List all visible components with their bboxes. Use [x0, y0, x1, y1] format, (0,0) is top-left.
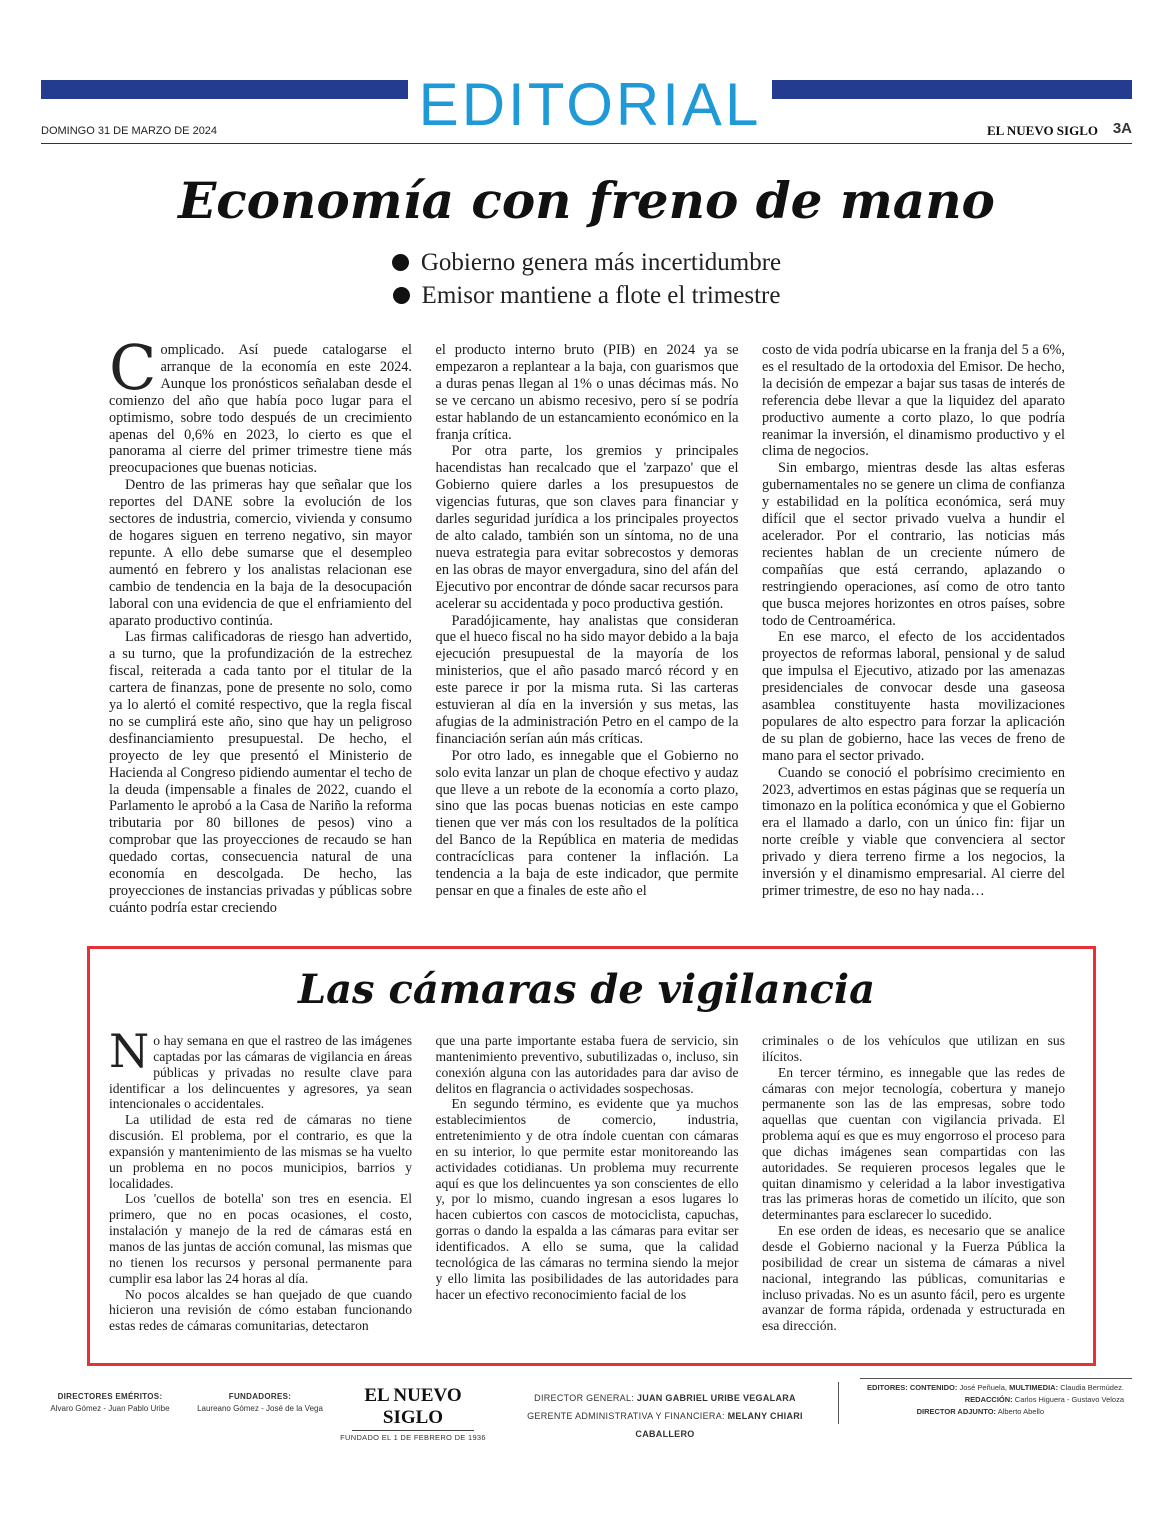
header-bar-right: [772, 80, 1132, 99]
director-label: DIRECTOR GENERAL:: [534, 1393, 635, 1403]
paragraph: No pocos alcaldes se han quejado de que cuando hicieron una revisión de cómo estaban funcionando estas redes de cámaras comunitarias, detectaron: [109, 1286, 412, 1334]
paragraph-text: o hay semana en que el rastreo de las imágenes captadas por las cámaras de vigilancia en áreas públicas y privadas no resulte clave para identificar a los delincuentes y agresores, ya sean intencionales o accidentales.: [109, 1033, 412, 1112]
paragraph: En tercer término, es innegable que las redes de cámaras con mejor tecnología, cobertura y manejo permanente son las de las empresas, sobre todo aquellas que cuentan con vigilancia privada. El problema aquí es que es muy engorroso el proceso para que dichas imágenes sean compartidas con las autoridades. Se requieren procesos legales que le quitan dinamismo y celeridad a la labor investigativa tras las primeras horas de cometido un ilícito, que son determinantes para esclarecer lo sucedido.: [762, 1064, 1065, 1223]
gerente-label: GERENTE ADMINISTRATIVA Y FINANCIERA:: [527, 1411, 725, 1421]
founded-date: FUNDADO EL 1 DE FEBRERO DE 1936: [340, 1433, 486, 1442]
multimedia-label: MULTIMEDIA:: [1009, 1383, 1059, 1392]
director-general: [500, 1389, 830, 1407]
gerente-name: MELANY CHIARI CABALLERO: [635, 1411, 803, 1439]
paragraph: Sin embargo, mientras desde las altas esferas gubernamentales no se genere un clima de confianza y estabilidad en la política económica, será muy difícil que el sector privado vuelva a hundir el acelerador. Por el contrario, las noticias más recientes hablan de un creciente número de compañías que está cerrando, aplazando o restringiendo operaciones, así como de otro tanto que busca mejores horizontes en otros países, sobre todo de Centroamérica.: [762, 460, 1065, 629]
editorial-2-column-1: [109, 1033, 412, 1351]
editorial-1-column-2: [436, 342, 739, 927]
subhead-2: [0, 279, 1173, 312]
editorial-2-column-2: [436, 1033, 739, 1351]
paragraph: Dentro de las primeras hay que señalar que los reportes del DANE sobre la evolución de los sectores de industria, comercio, vivienda y consumo de hogares siguen en terreno negativo, sin mayor repunte. A ello debe sumarse que el desempleo aumentó en febrero y los analistas relacionan ese cambio de tendencia en la baja de la desocupación laboral con una evidencia de que el enfriamiento del aparato productivo continúa.: [109, 477, 412, 629]
header-rule: [41, 143, 1132, 144]
adjunto-label: DIRECTOR ADJUNTO:: [916, 1407, 997, 1416]
footer-emeritos-names: Alvaro Gómez - Juan Pablo Uribe: [50, 1404, 170, 1413]
paragraph: Los 'cuellos de botella' son tres en esencia. El primero, que no en pocas ocasiones, el costo, instalación y manejo de la red de cámaras está en manos de las juntas de acción comunal, las mismas que no tienen los recursos y personal permanente para cumplir esa labor las 24 horas al día.: [109, 1191, 412, 1286]
adjunto-name: Alberto Abello: [997, 1407, 1044, 1416]
issue-date: DOMINGO 31 DE MARZO DE 2024: [41, 125, 218, 137]
editorial-1-body: [109, 342, 1065, 927]
footer-emeritos: [40, 1392, 180, 1413]
header-bar-left: [41, 80, 408, 99]
footer-logo: [340, 1385, 486, 1442]
paragraph: criminales o de los vehículos que utilizan en sus ilícitos.: [762, 1033, 1065, 1064]
paragraph: La utilidad de esta red de cámaras no tiene discusión. El problema, por el contrario, es que la expansión y mantenimiento de las mismas se ha vuelto un problema en no pocos municipios, barrios y localidades.: [109, 1112, 412, 1191]
redaccion-names: Carlos Higuera - Gustavo Veloza: [1014, 1395, 1124, 1404]
drop-cap: C: [109, 342, 157, 404]
editorial-1-subheads: [0, 246, 1173, 312]
subhead-1-text: Gobierno genera más incertidumbre: [420, 249, 782, 276]
page-number: 3A: [1112, 120, 1132, 137]
paragraph: Cuando se conoció el pobrísimo crecimiento en 2023, advertimos en estas páginas que se requería un timonazo en la política económica y que el Gobierno era el llamado a darlo, con un único fin: fijar un norte creíble y viable que convenciera al sector privado y diera terreno firme a los negocios, la inversión y el dinamismo empresarial. Al cierre del primer trimestre, de eso no hay nada…: [762, 764, 1065, 899]
redaccion-label: REDACCIÓN:: [964, 1395, 1013, 1404]
paragraph: costo de vida podría ubicarse en la franja del 5 a 6%, es el resultado de la ortodoxia del Emisor. De hecho, la decisión de empezar a bajar sus tasas de interés de referencia debe llevar a que la liquidez del aparato productivo aumente a corto plazo, lo que podría reanimar la inversión, el dinamismo productivo y el clima de negocios.: [762, 342, 1065, 460]
footer-divider: [838, 1382, 839, 1424]
gerente: [500, 1407, 830, 1443]
footer-fundadores-names: Laureano Gómez - José de la Vega: [197, 1404, 323, 1413]
paragraph-text: omplicado. Así puede catalogarse el arranque de la economía en este 2024. Aunque los pronósticos señalaban desde el comienzo del año que había poco lugar para el optimismo, sobre todo después de un crecimiento apenas del 0,6% en 2023, lo cierto es que el panorama al cierre del primer trimestre tiene más preocupaciones que buenas noticias.: [109, 342, 412, 477]
footer-directors: [500, 1389, 830, 1443]
editorial-2-body: [109, 1033, 1065, 1351]
paragraph: Paradójicamente, hay analistas que consideran que el hueco fiscal no ha sido mayor debido a la baja ejecución presupuestal de la mayoría de los ministerios, que el año pasado marcó récord y en este parece ir por la misma ruta. Si las carteras estuvieran al día en la inversión y sus metas, las afugias de la administración Petro en el campo de la financiación serían aún más críticas.: [435, 612, 739, 747]
bullet-icon: [393, 287, 410, 304]
editorial-1-column-1: [109, 342, 412, 927]
footer-emeritos-label: DIRECTORES EMÉRITOS:: [57, 1392, 163, 1401]
director-name: JUAN GABRIEL URIBE VEGALARA: [636, 1393, 796, 1403]
footer-fundadores-label: FUNDADORES:: [228, 1392, 292, 1401]
paragraph: Por otro lado, es innegable que el Gobierno no solo evita lanzar un plan de choque efectivo y audaz que lleve a un rebote de la economía a corto plazo, sino que las pocas buenas noticias en este campo tienen que ver más con los resultados de la política del Banco de la República en materia de medidas contracíclicas para contener la inflación. La tendencia a la baja de este indicador, que permite pensar en que a finales de este año el: [435, 747, 739, 899]
multimedia-name: Claudia Bermúdez.: [1060, 1383, 1124, 1392]
subhead-1: [0, 246, 1173, 279]
paragraph: Las firmas calificadoras de riesgo han advertido, a su turno, que la profundización de la estrechez fiscal, reiterada a cada tanto por el titular de la cartera de finanzas, pone de presente no solo, como ya lo alertó el comité respectivo, que la regla fiscal no se cumplirá este año, sino que hay un peligroso desfinanciamiento presupuestal. De hecho, el proyecto de ley que presentó el Ministerio de Hacienda al Congreso pidiendo aumentar el techo de la deuda (impensable a finales de 2022, cuando el Parlamento le aprobó a la Casa de Nariño la reforma tributaria por 80 billones de pesos) vino a comprobar que las proyecciones de recaudo se han quedado cortas, consecuencia natural de una economía en descolgada. De hecho, las proyecciones de instancias privadas y públicas sobre cuánto podría estar creciendo: [109, 629, 412, 916]
paragraph: [109, 342, 412, 477]
paragraph: En segundo término, es evidente que ya muchos establecimientos de comercio, industria, entretenimiento y de otra índole cuentan con cámaras en su interior, lo que permite estar monitoreando las actividades cotidianas. Un problema muy recurrente aquí es que los delincuentes ya son conscientes de ello y, por lo mismo, cuando ingresan a esos lugares lo hacen cubiertos con cascos de motociclista, capuchas, gorras o dando la espalda a las cámaras para evitar ser identificados. A ello se suma, que la calidad tecnológica de las cámaras no termina siendo la mejor y ello limita las posibilidades de las autoridades para hacer un efectivo reconocimiento facial de los: [435, 1096, 739, 1302]
editorial-1-column-3: [762, 342, 1065, 927]
paragraph: que una parte importante estaba fuera de servicio, sin mantenimiento preventivo, subutilizadas o, incluso, sin conexión alguna con las autoridades para dar aviso de delitos en flagrancia o actividades sospechosas.: [435, 1033, 739, 1096]
paragraph: el producto interno bruto (PIB) en 2024 ya se empezaron a replantear a la baja, con guarismos que a duras penas llegan al 1% o unas décimas más. No se ve cercano un abismo recesivo, pero sí se podría estar hablando de un estancamiento económico en la franja crítica.: [435, 342, 739, 443]
redaccion-line: [844, 1394, 1124, 1406]
logo-rule: [352, 1430, 474, 1431]
editores-label: EDITORES: CONTENIDO:: [867, 1383, 958, 1392]
masthead-small: EL NUEVO SIGLO: [987, 123, 1098, 138]
drop-cap: N: [109, 1033, 150, 1078]
paragraph: Por otra parte, los gremios y principales hacendistas han recalcado que el 'zarpazo' que el Gobierno quiere darles a los presupuestos de vigencias futuras, que son claves para financiar y darles seguridad jurídica a los principales proyectos de alto calado, también son un síntoma, no de una nueva estrategia para evitar sobrecostos y demoras en las obras de mayor envergadura, sino del afán del Ejecutivo por encontrar de dónde sacar recursos para acelerar su accidentada y poco productiva gestión.: [435, 443, 739, 612]
paragraph: [109, 1033, 412, 1112]
subhead-2-text: Emisor mantiene a flote el trimestre: [421, 282, 781, 309]
footer-fundadores: [192, 1392, 328, 1413]
editorial-2-title: Las cámaras de vigilancia: [297, 966, 876, 1013]
editorial-1-title: Economía con freno de mano: [178, 171, 995, 230]
newspaper-logo: EL NUEVO SIGLO: [364, 1385, 462, 1428]
contenido-name: José Peñuela,: [959, 1383, 1007, 1392]
paragraph: En ese orden de ideas, es necesario que se analice desde el Gobierno nacional y la Fuerza Pública la posibilidad de crear un sistema de cámaras a nivel nacional, integrando las públicas, comunitarias e incluso privadas. No es un asunto fácil, pero es urgente avanzar de forma rápida, ordenada y estructurada en esa dirección.: [762, 1223, 1065, 1334]
editorial-2-column-3: [762, 1033, 1065, 1351]
adjunto-line: [844, 1406, 1124, 1418]
editors-line: [844, 1382, 1124, 1394]
footer-rule: [860, 1378, 1132, 1379]
paragraph: En ese marco, el efecto de los accidentados proyectos de reformas laboral, pensional y de salud que impulsa el Ejecutivo, atizado por las amenazas presidenciales de convocar desde una gaseosa asamblea constituyente hasta movilizaciones populares de alto espectro para forzar la aplicación de su plan de gobierno, hace las veces de freno de mano para el sector privado.: [762, 629, 1065, 764]
footer-editors: [844, 1382, 1124, 1418]
section-title: EDITORIAL: [418, 71, 762, 138]
bullet-icon: [392, 254, 409, 271]
